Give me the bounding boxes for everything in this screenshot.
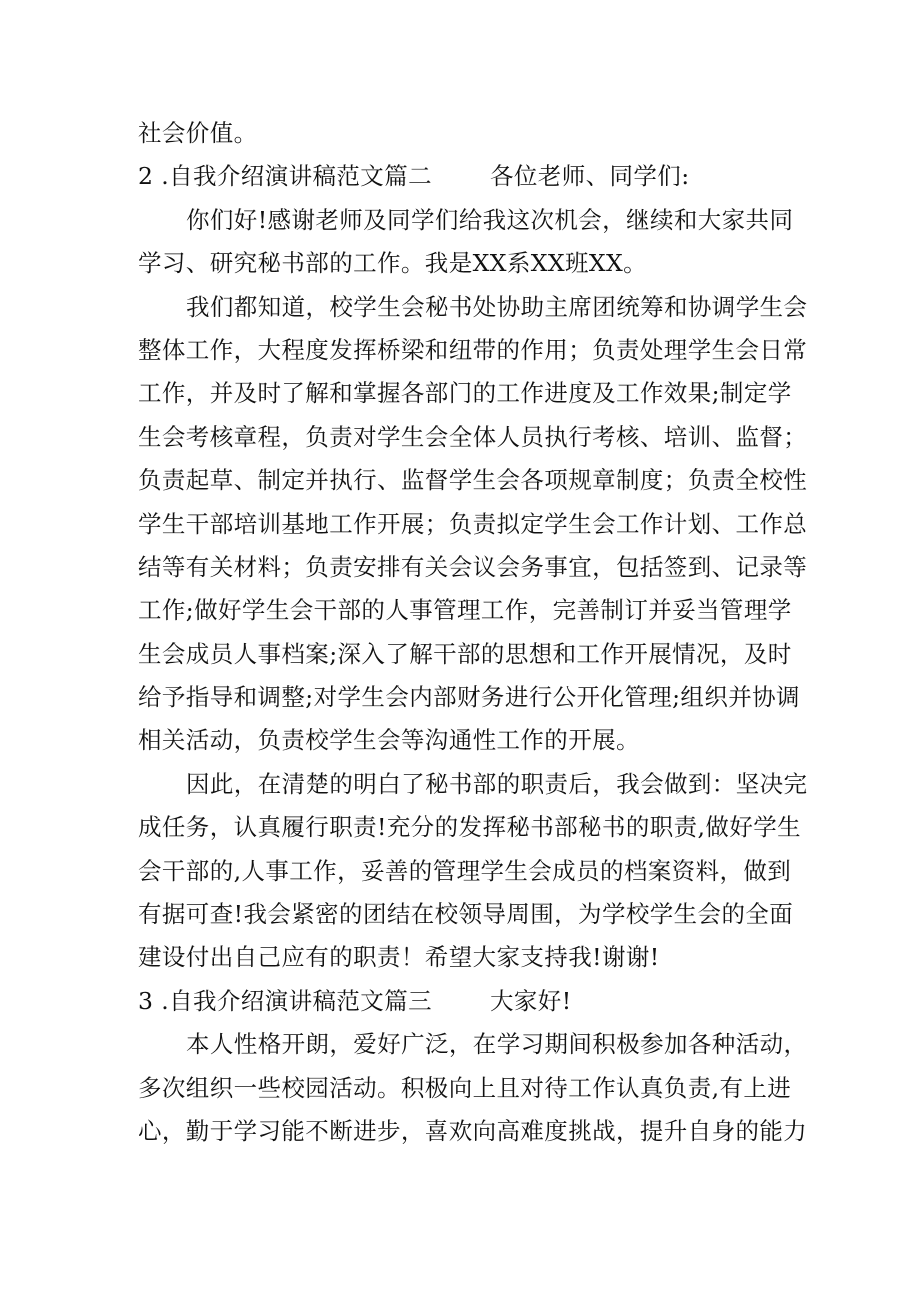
text-line: 心，勤于学习能不断进步，喜欢向高难度挑战，提升自身的能力 (138, 1116, 808, 1145)
text-line: 生会成员人事档案;深入了解干部的思想和工作开展情况，及时 (138, 639, 792, 668)
text-line: 学习、研究秘书部的工作。我是XX系XX班XX。 (138, 249, 648, 278)
text-line: 有据可查!我会紧密的团结在校领导周围，为学校学生会的全面 (138, 900, 794, 929)
text-line: 会干部的,人事工作，妥善的管理学生会成员的档案资料，做到 (138, 856, 792, 885)
section-greeting: 各位老师、同学们: (490, 162, 690, 191)
section-heading: 3 .自我介绍演讲稿范文篇三 (138, 986, 432, 1015)
text-line: 工作，并及时了解和掌握各部门的工作进度及工作效果;制定学 (138, 379, 792, 408)
text-line: 负责起草、制定并执行、监督学生会各项规章制度；负责全校性 (138, 466, 808, 495)
text-line: 结等有关材料；负责安排有关会议会务事宜，包括签到、记录等 (138, 552, 808, 581)
paragraph-first-line: 我们都知道，校学生会秘书处协助主席团统筹和协调学生会 (186, 292, 808, 321)
text-line: 多次组织一些校园活动。积极向上且对待工作认真负责,有上进 (138, 1073, 792, 1102)
section-heading-line (138, 980, 786, 1023)
text-line: 给予指导和调整;对学生会内部财务进行公开化管理;组织并协调 (138, 683, 800, 712)
text-line: 相关活动，负责校学生会等沟通性工作的开展。 (138, 726, 640, 755)
text-line: 成任务，认真履行职责!充分的发挥秘书部秘书的职责,做好学生 (138, 813, 802, 842)
paragraph-first-line: 本人性格开朗，爱好广泛，在学习期间积极参加各种活动， (186, 1030, 808, 1059)
section-greeting: 大家好! (490, 986, 572, 1015)
text-line: 学生干部培训基地工作开展；负责拟定学生会工作计划、工作总 (138, 509, 808, 538)
text-line: 社会价值。 (138, 119, 258, 147)
text-line: 工作;做好学生会干部的人事管理工作，完善制订并妥当管理学 (138, 596, 792, 625)
paragraph-first-line: 因此，在清楚的明白了秘书部的职责后，我会做到：坚决完 (186, 769, 808, 798)
text-line: 整体工作，大程度发挥桥梁和纽带的作用；负责处理学生会日常 (138, 335, 808, 364)
document-body (138, 112, 808, 1153)
text-line: 生会考核章程，负责对学生会全体人员执行考核、培训、监督； (138, 422, 808, 451)
section-heading-line (138, 155, 786, 198)
paragraph-first-line: 你们好!感谢老师及同学们给我这次机会，继续和大家共同 (186, 205, 794, 234)
section-heading: 2 .自我介绍演讲稿范文篇二 (138, 162, 432, 191)
text-line: 建设付出自己应有的职责！希望大家支持我!谢谢! (138, 943, 660, 972)
